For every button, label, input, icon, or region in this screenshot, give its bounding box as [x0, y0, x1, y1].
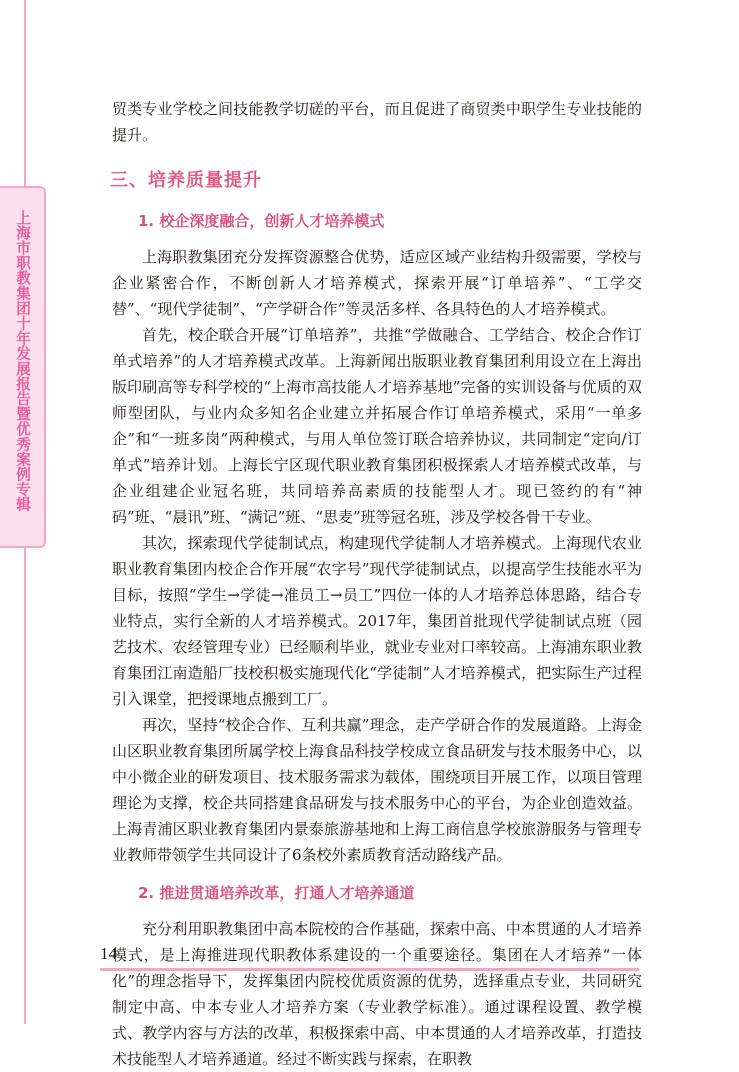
paragraph: 上海职教集团充分发挥资源整合优势，适应区域产业结构升级需要，学校与企业紧密合作，不断创新人才培养模式，探索开展“订单培养”、“工学交替”、“现代学徒制”、“产学研合作”等灵活多样、各具特色的人才培养模式。: [112, 248, 642, 318]
footer-rule: [100, 968, 639, 971]
page-number: 14: [100, 944, 117, 963]
side-tab: [0, 186, 46, 548]
page-content: [112, 96, 642, 1072]
paragraph: 其次，探索现代学徒制试点，构建现代学徒制人才培养模式。上海现代农业职业教育集团内校企合作开展“农字号”现代学徒制试点，以提高学生技能水平为目标，按照“学生→学徒→准员工→员工”四位一体的人才培养总体思路，结合专业特点，实行全新的人才培养模式。2017年，集团首批现代学徒制试点班（园艺技术、农经管理专业）已经顺利毕业，就业专业对口率较高。上海浦东职业教育集团江南造船厂技校积极实施现代化“学徒制”人才培养模式，把实际生产过程引入课堂，把授课地点搬到工厂。: [112, 534, 642, 708]
subsection-title: 1. 校企深度融合，创新人才培养模式: [138, 212, 385, 230]
paragraph: 充分利用职教集团中高本院校的合作基础，探索中高、中本贯通的人才培养模式，是上海推进现代职教体系建设的一个重要途径。集团在人才培养“一体化”的理念指导下，发挥集团内院校优质资源的优势，选择重点专业，共同研究制定中高、中本专业人才培养方案（专业教学标准）。通过课程设置、教学模式、教学内容与方法的改革，积极探索中高、中本贯通的人才培养改革，打造技术技能型人才培养通道。经过不断实践与探索，在职教: [112, 920, 642, 1068]
paragraph: 首先，校企联合开展“订单培养”，共推“学做融合、工学结合、校企合作订单式培养”的人才培养模式改革。上海新闻出版职业教育集团利用设立在上海出版印刷高等专科学校的“上海市高技能人才培养基地”完备的实训设备与优质的双师型团队，与业内众多知名企业建立并拓展合作订单培养模式，采用“一单多企”和“一班多岗”两种模式，与用人单位签订联合培养协议，共同制定“定向/订单式”培养计划。上海长宁区现代职业教育集团积极探索人才培养模式改革，与企业组建企业冠名班，共同培养高素质的技能型人才。现已签约的有“神码”班、“晨讯”班、“满记”班、“思麦”班等冠名班，涉及学校各骨干专业。: [112, 326, 642, 526]
paragraph: 贸类专业学校之间技能教学切磋的平台，而且促进了商贸类中职学生专业技能的提升。: [112, 100, 642, 144]
section-title: 三、培养质量提升: [110, 170, 262, 191]
paragraph: 再次，坚持“校企合作、互利共赢”理念，走产学研合作的发展道路。上海金山区职业教育集团所属学校上海食品科技学校成立食品研发与技术服务中心，以中小微企业的研发项目、技术服务需求为载体，围绕项目开展工作，以项目管理理论为支撑，校企共同搭建食品研发与技术服务中心的平台，为企业创造效益。上海青浦区职业教育集团内景泰旅游基地和上海工商信息学校旅游服务与管理专业教师带领学生共同设计了6条校外素质教育活动路线产品。: [112, 716, 642, 864]
side-tab-title: 上海市职教集团十年发展报告暨优秀案例专辑: [14, 210, 31, 512]
subsection-title: 2. 推进贯通培养改革，打通人才培养通道: [138, 884, 415, 902]
